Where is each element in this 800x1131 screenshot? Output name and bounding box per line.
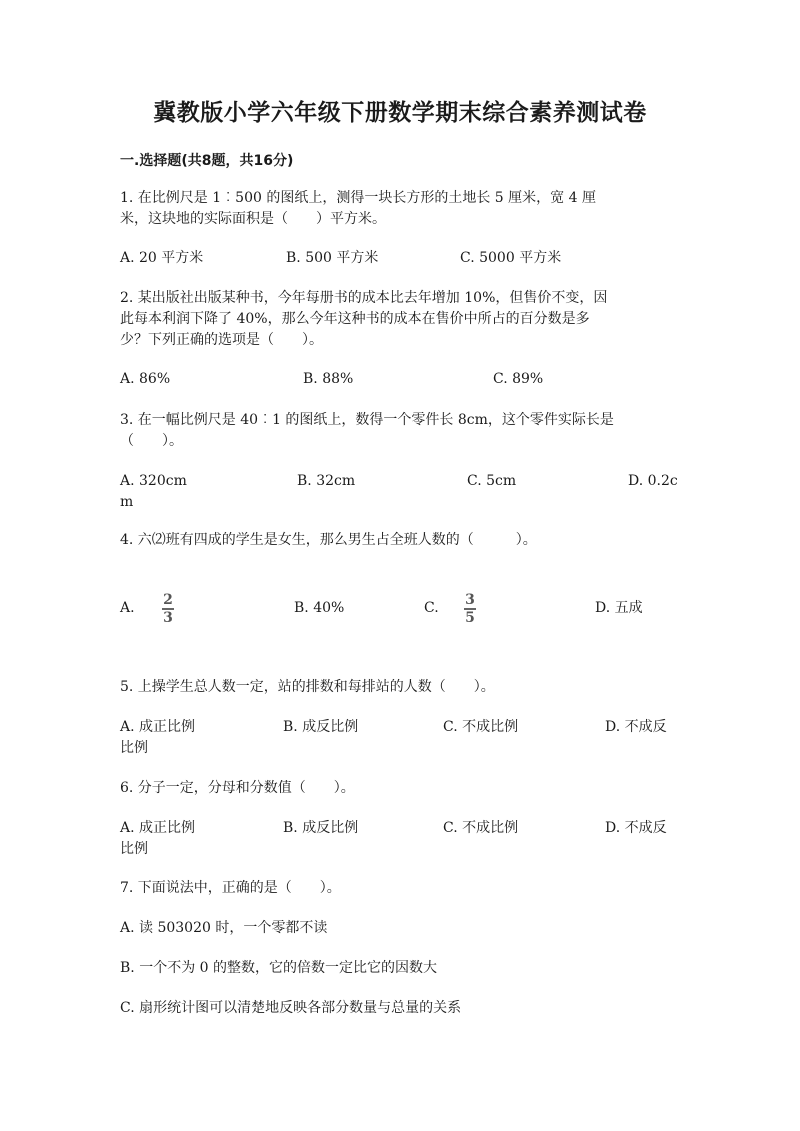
question-2: [120, 288, 680, 351]
question-2-line-1: 2. 某出版社出版某种书，今年每册书的成本比去年增加 10%，但售价不变，因: [120, 290, 608, 306]
fraction-numerator: 3: [465, 592, 475, 608]
question-7: [120, 878, 680, 899]
question-5-line-1: 5. 上操学生总人数一定，站的排数和每排站的人数（ ）。: [120, 679, 495, 695]
q3-option-b: B. 32cm: [297, 473, 356, 489]
q1-option-b: B. 500 平方米: [286, 250, 379, 266]
question-4: [120, 530, 680, 551]
q5-option-d-wrap: 比例: [120, 740, 148, 756]
question-7-line-1: 7. 下面说法中，正确的是（ ）。: [120, 880, 341, 896]
q4-option-b: B. 40%: [294, 600, 345, 616]
q2-option-c: C. 89%: [493, 371, 544, 387]
question-1-line-1: 1. 在比例尺是 1︰500 的图纸上，测得一块长方形的土地长 5 厘米，宽 4 厘: [120, 190, 596, 206]
q1-option-a: A. 20 平方米: [120, 250, 204, 266]
fraction-numerator: 2: [163, 592, 173, 608]
fraction-denominator: 3: [163, 609, 173, 626]
question-5: [120, 677, 680, 698]
q4-option-a-fraction: [161, 593, 175, 625]
question-2-line-3: 少？下列正确的选项是（ ）。: [120, 332, 323, 348]
question-3-line-2: （ ）。: [120, 433, 183, 449]
question-3: [120, 410, 680, 452]
q4-option-d: D. 五成: [595, 600, 643, 616]
q6-option-a: A. 成正比例: [120, 820, 196, 836]
question-6: [120, 778, 680, 799]
page-title: 冀教版小学六年级下册数学期末综合素养测试卷: [153, 99, 647, 126]
q6-option-b: B. 成反比例: [283, 820, 359, 836]
q3-option-d: D. 0.2c: [628, 473, 678, 489]
q3-option-d-wrap: m: [120, 494, 134, 510]
q7-option-c: C. 扇形统计图可以清楚地反映各部分数量与总量的关系: [120, 1000, 462, 1016]
q5-option-d: D. 不成反: [605, 719, 667, 735]
q4-option-a: A.: [120, 600, 135, 616]
q2-option-a: A. 86%: [120, 371, 171, 387]
q2-option-b: B. 88%: [303, 371, 354, 387]
question-2-line-2: 此每本利润下降了 40%，那么今年这种书的成本在售价中所占的百分数是多: [120, 311, 590, 327]
fraction-denominator: 5: [465, 609, 475, 626]
question-1: [120, 188, 680, 230]
q7-option-a: A. 读 503020 时，一个零都不读: [120, 920, 328, 936]
q3-option-c: C. 5cm: [467, 473, 517, 489]
q1-option-c: C. 5000 平方米: [460, 250, 562, 266]
q6-option-d: D. 不成反: [605, 820, 667, 836]
q3-option-a: A. 320cm: [120, 473, 187, 489]
q4-option-c-fraction: [463, 593, 477, 625]
q6-option-c: C. 不成比例: [443, 820, 519, 836]
question-1-line-2: 米，这块地的实际面积是（ ）平方米。: [120, 211, 386, 227]
q7-option-b: B. 一个不为 0 的整数，它的倍数一定比它的因数大: [120, 960, 437, 976]
question-3-line-1: 3. 在一幅比例尺是 40︰1 的图纸上，数得一个零件长 8cm，这个零件实际长是: [120, 412, 614, 428]
q6-option-d-wrap: 比例: [120, 841, 148, 857]
question-6-line-1: 6. 分子一定，分母和分数值（ ）。: [120, 780, 355, 796]
section-heading: 一.选择题(共8题，共16分): [120, 153, 294, 169]
q5-option-c: C. 不成比例: [443, 719, 519, 735]
q5-option-b: B. 成反比例: [283, 719, 359, 735]
q4-option-c: C.: [424, 600, 439, 616]
q5-option-a: A. 成正比例: [120, 719, 196, 735]
question-4-line-1: 4. 六⑵班有四成的学生是女生，那么男生占全班人数的（ ）。: [120, 532, 537, 548]
